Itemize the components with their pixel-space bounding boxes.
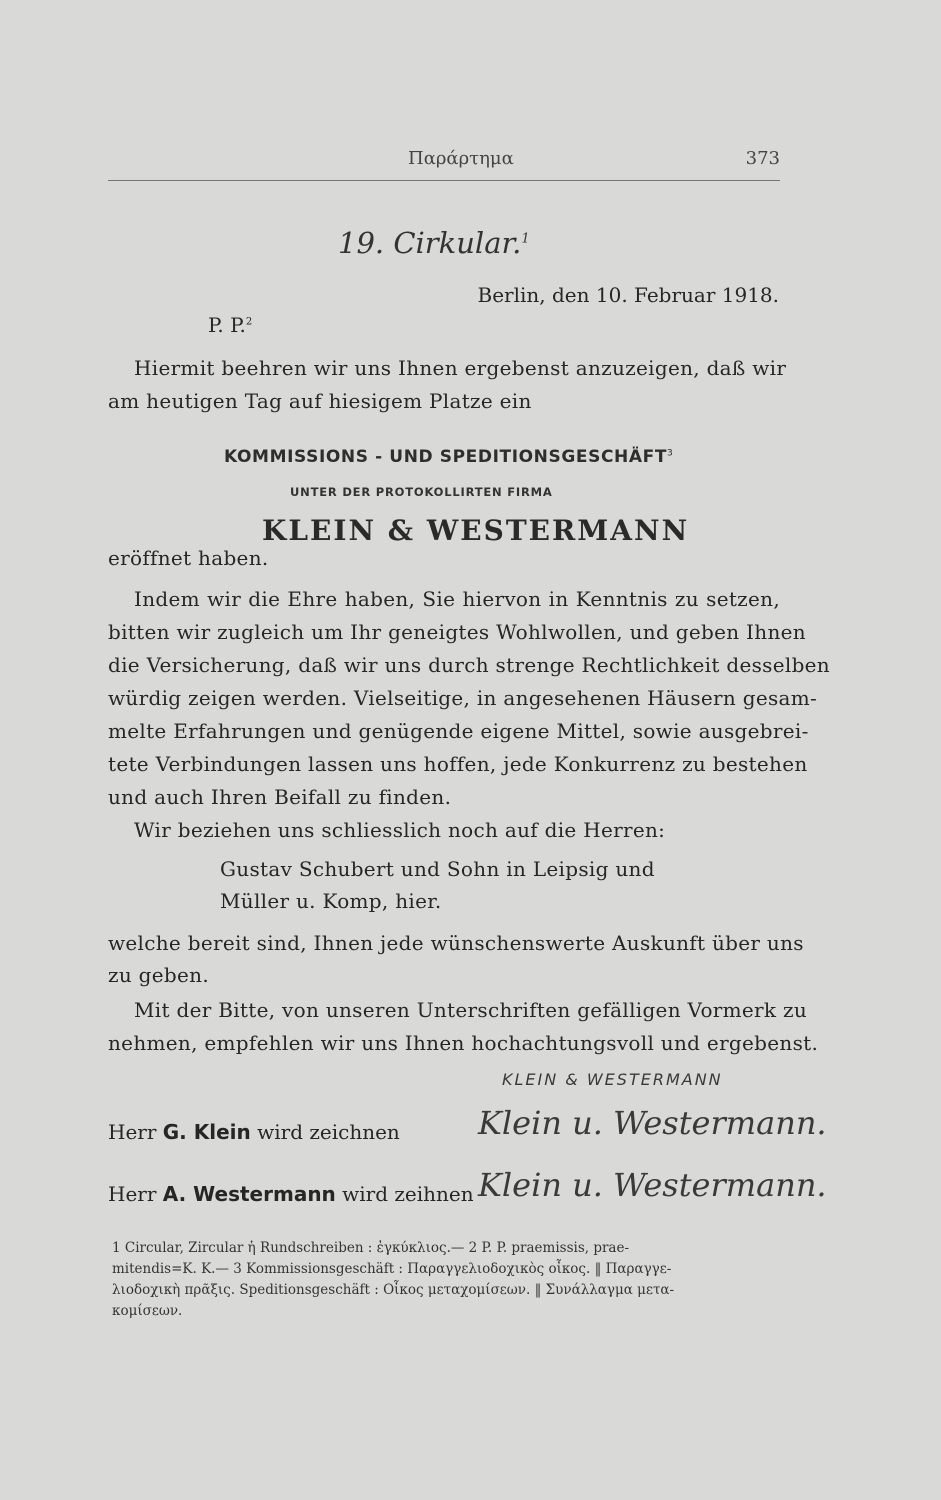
footnote-line: 1 Circular, Zircular ἡ Rundschreiben : ἐγκύκλιος.— 2 P. P. praemissis, prae- — [112, 1240, 630, 1256]
signer-name: A. Westermann — [162, 1182, 336, 1206]
text-line: welche bereit sind, Ihnen jede wünschenswerte Auskunft über uns — [108, 931, 804, 955]
text-line: die Versicherung, daß wir uns durch strenge Rechtlichkeit desselben — [108, 653, 830, 677]
signer-prefix: Herr — [108, 1182, 157, 1206]
firm-type — [224, 447, 673, 467]
text-line: melte Erfahrungen und genügende eigene Mittel, sowie ausgebrei- — [108, 719, 809, 743]
firm-name: KLEIN & WESTERMANN — [262, 514, 690, 547]
firm-type-text: KOMMISSIONS - UND SPEDITIONSGESCHÄFT — [224, 447, 668, 467]
signer-prefix: Herr — [108, 1120, 157, 1144]
running-head — [108, 148, 780, 174]
signature-stamp: KLEIN & WESTERMANN — [502, 1070, 723, 1089]
footnote-line: mitendis=K. K.— 3 Kommissionsgeschäft : Παραγγελιοδοχικὸς οἶκος. ‖ Παραγγε- — [112, 1261, 672, 1277]
footnote-line: λιοδοχικὴ πρᾶξις. Speditionsgeschäft : Οἶκος μεταχομίσεων. ‖ Συνάλλαγμα μετα- — [112, 1282, 675, 1298]
reference-item: Gustav Schubert und Sohn in Leipsig und — [220, 857, 655, 881]
reference-item: Müller u. Komp, hier. — [220, 889, 442, 913]
salutation-text: P. P. — [208, 313, 246, 337]
signer-suffix: wird zeihnen — [342, 1182, 474, 1206]
signer-line — [108, 1182, 474, 1206]
text-line: und auch Ihren Beifall zu finden. — [108, 785, 452, 809]
heading-footnote-mark: 1 — [521, 231, 530, 247]
footnotes — [112, 1238, 780, 1322]
footnote-line: κομίσεων. — [112, 1303, 183, 1319]
firm-type-footnote-mark: 3 — [667, 448, 674, 459]
text-line: zu geben. — [108, 963, 209, 987]
text-line: am heutigen Tag auf hiesigem Platze ein — [108, 389, 532, 413]
text-line: Indem wir die Ehre haben, Sie hiervon in Kenntnis zu setzen, — [134, 587, 780, 611]
circular-heading — [338, 226, 530, 260]
salutation-footnote-mark: 2 — [245, 316, 253, 328]
text-line: Hiermit beehren wir uns Ihnen ergebenst anzuzeigen, daß wir — [134, 356, 787, 380]
text-line: eröffnet haben. — [108, 546, 269, 570]
page-number: 373 — [745, 148, 780, 169]
signer-name: G. Klein — [162, 1120, 251, 1144]
text-line: Wir beziehen uns schliesslich noch auf die Herren: — [134, 818, 666, 842]
header-rule — [108, 180, 780, 181]
heading-title: Cirkular. — [393, 226, 522, 260]
signer-suffix: wird zeichnen — [257, 1120, 400, 1144]
running-head-title: Παράρτημα — [408, 148, 514, 169]
text-line: bitten wir zugleich um Ihr geneigtes Wohlwollen, und geben Ihnen — [108, 620, 806, 644]
firm-intro: UNTER DER PROTOKOLLIRTEN FIRMA — [290, 485, 553, 499]
signer-line — [108, 1120, 400, 1144]
text-line: würdig zeigen werden. Vielseitige, in angesehenen Häusern gesam- — [108, 686, 818, 710]
text-line: Mit der Bitte, von unseren Unterschriften gefälligen Vormerk zu — [134, 998, 808, 1022]
salutation — [208, 313, 252, 337]
heading-number: 19. — [338, 226, 385, 260]
text-line: tete Verbindungen lassen uns hoffen, jede Konkurrenz zu bestehen — [108, 752, 808, 776]
text-line: nehmen, empfehlen wir uns Ihnen hochachtungsvoll und ergebenst. — [108, 1031, 819, 1055]
handwritten-signature: Klein u. Westermann. — [478, 1166, 827, 1204]
dateline: Berlin, den 10. Februar 1918. — [477, 283, 779, 307]
handwritten-signature: Klein u. Westermann. — [478, 1104, 827, 1142]
